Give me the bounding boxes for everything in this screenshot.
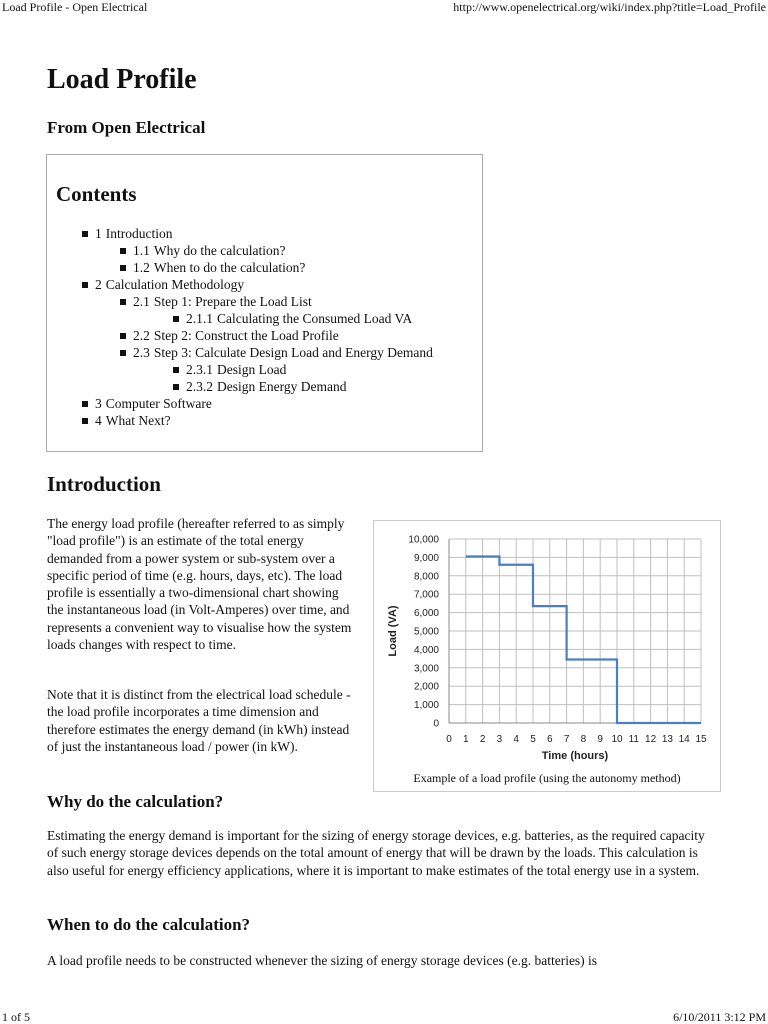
x-tick-label: 14 [678, 734, 690, 745]
y-tick-label: 1,000 [413, 700, 439, 712]
when-paragraph: A load profile needs to be constructed whenever the sizing of energy storage devices (e.g. batteries) is [47, 953, 598, 968]
section-heading-when: When to do the calculation? [47, 915, 251, 934]
bullet-icon [173, 316, 179, 322]
toc-item-energy-demand[interactable]: 2.3.2 Design Energy Demand [173, 378, 346, 395]
bullet-icon [120, 248, 126, 254]
toc-item-software[interactable]: 3 Computer Software [82, 395, 212, 412]
x-tick-label: 9 [597, 734, 603, 745]
toc-item-methodology[interactable]: 2 Calculation Methodology [82, 276, 244, 293]
intro-paragraph-1: The energy load profile (hereafter referred to as simply "load profile") is an estimate of the total energy demanded from a power system or sub-system over a specific period of time (e.g. hours, days, etc). The load profile is essentially a two-dimensional chart showing the instantaneous load (in Volt-Amperes) over time, and represents a convenient way to visualise how the system loads changes with respect to time. [47, 516, 352, 653]
toc-item-what-next[interactable]: 4 What Next? [82, 412, 171, 429]
y-tick-label: 6,000 [413, 608, 439, 620]
x-tick-label: 12 [645, 734, 657, 745]
toc-item-when[interactable]: 1.2 When to do the calculation? [120, 259, 305, 276]
load-profile-chart [374, 521, 720, 771]
bullet-icon [82, 282, 88, 288]
bullet-icon [120, 299, 126, 305]
y-tick-label: 7,000 [413, 589, 439, 601]
figure-caption: Example of a load profile (using the autonomy method) [413, 771, 681, 785]
print-header-url: http://www.openelectrical.org/wiki/index.php?title=Load_Profile [453, 0, 766, 14]
bullet-icon [82, 418, 88, 424]
toc-item-why[interactable]: 1.1 Why do the calculation? [120, 242, 285, 259]
print-footer-datetime: 6/10/2011 3:12 PM [673, 1010, 766, 1024]
bullet-icon [173, 384, 179, 390]
bullet-icon [120, 350, 126, 356]
y-axis-label: Load (VA) [387, 605, 399, 657]
x-tick-label: 1 [463, 734, 469, 745]
y-tick-label: 0 [433, 718, 439, 730]
load-profile-figure [373, 520, 721, 792]
bullet-icon [120, 265, 126, 271]
x-tick-label: 7 [563, 734, 570, 745]
bullet-icon [82, 401, 88, 407]
section-heading-introduction: Introduction [47, 472, 161, 496]
print-footer-page: 1 of 5 [2, 1010, 30, 1024]
x-tick-label: 3 [496, 734, 503, 745]
page-subtitle: From Open Electrical [47, 118, 206, 137]
x-tick-label: 0 [446, 734, 452, 745]
toc-title: Contents [56, 182, 137, 206]
x-tick-label: 4 [513, 734, 519, 745]
bullet-icon [120, 333, 126, 339]
toc-item-step2[interactable]: 2.2 Step 2: Construct the Load Profile [120, 327, 339, 344]
bullet-icon [173, 367, 179, 373]
y-tick-label: 10,000 [408, 534, 439, 546]
toc-item-design-load[interactable]: 2.3.1 Design Load [173, 361, 286, 378]
toc-item-step1[interactable]: 2.1 Step 1: Prepare the Load List [120, 293, 312, 310]
toc-item-step3[interactable]: 2.3 Step 3: Calculate Design Load and Energy Demand [120, 344, 433, 361]
x-axis-label: Time (hours) [541, 750, 609, 762]
x-tick-label: 8 [580, 734, 587, 745]
section-heading-why: Why do the calculation? [47, 792, 224, 811]
toc-item-introduction[interactable]: 1 Introduction [82, 225, 173, 242]
y-tick-label: 8,000 [413, 571, 439, 583]
y-tick-label: 2,000 [413, 681, 439, 693]
x-tick-label: 11 [628, 734, 639, 745]
page-title: Load Profile [47, 64, 197, 95]
y-tick-label: 4,000 [413, 644, 439, 656]
bullet-icon [82, 231, 88, 237]
print-header-title: Load Profile - Open Electrical [2, 0, 148, 14]
x-tick-label: 6 [547, 734, 553, 745]
toc-item-consumed-load[interactable]: 2.1.1 Calculating the Consumed Load VA [173, 310, 412, 327]
intro-paragraph-2: Note that it is distinct from the electrical load schedule - the load profile incorporates a time dimension and therefore estimates the energy demand (in kWh) instead of just the instantaneous load / power (in kW). [47, 687, 351, 754]
x-tick-label: 2 [479, 734, 486, 745]
y-tick-label: 3,000 [413, 663, 439, 675]
x-tick-label: 5 [530, 734, 536, 745]
table-of-contents [46, 154, 483, 452]
x-tick-label: 13 [661, 734, 673, 745]
x-tick-label: 15 [695, 734, 707, 745]
x-tick-label: 10 [611, 734, 623, 745]
y-tick-label: 9,000 [413, 552, 439, 564]
why-paragraph: Estimating the energy demand is important for the sizing of energy storage devices, e.g. batteries, as the required capacity of such energy storage devices depends on the total amount of energy that will be drawn by the loads. This calculation is also useful for energy efficiency applications, where it is important to make estimates of the total energy use in a system. [47, 828, 705, 878]
y-tick-label: 5,000 [413, 626, 439, 638]
